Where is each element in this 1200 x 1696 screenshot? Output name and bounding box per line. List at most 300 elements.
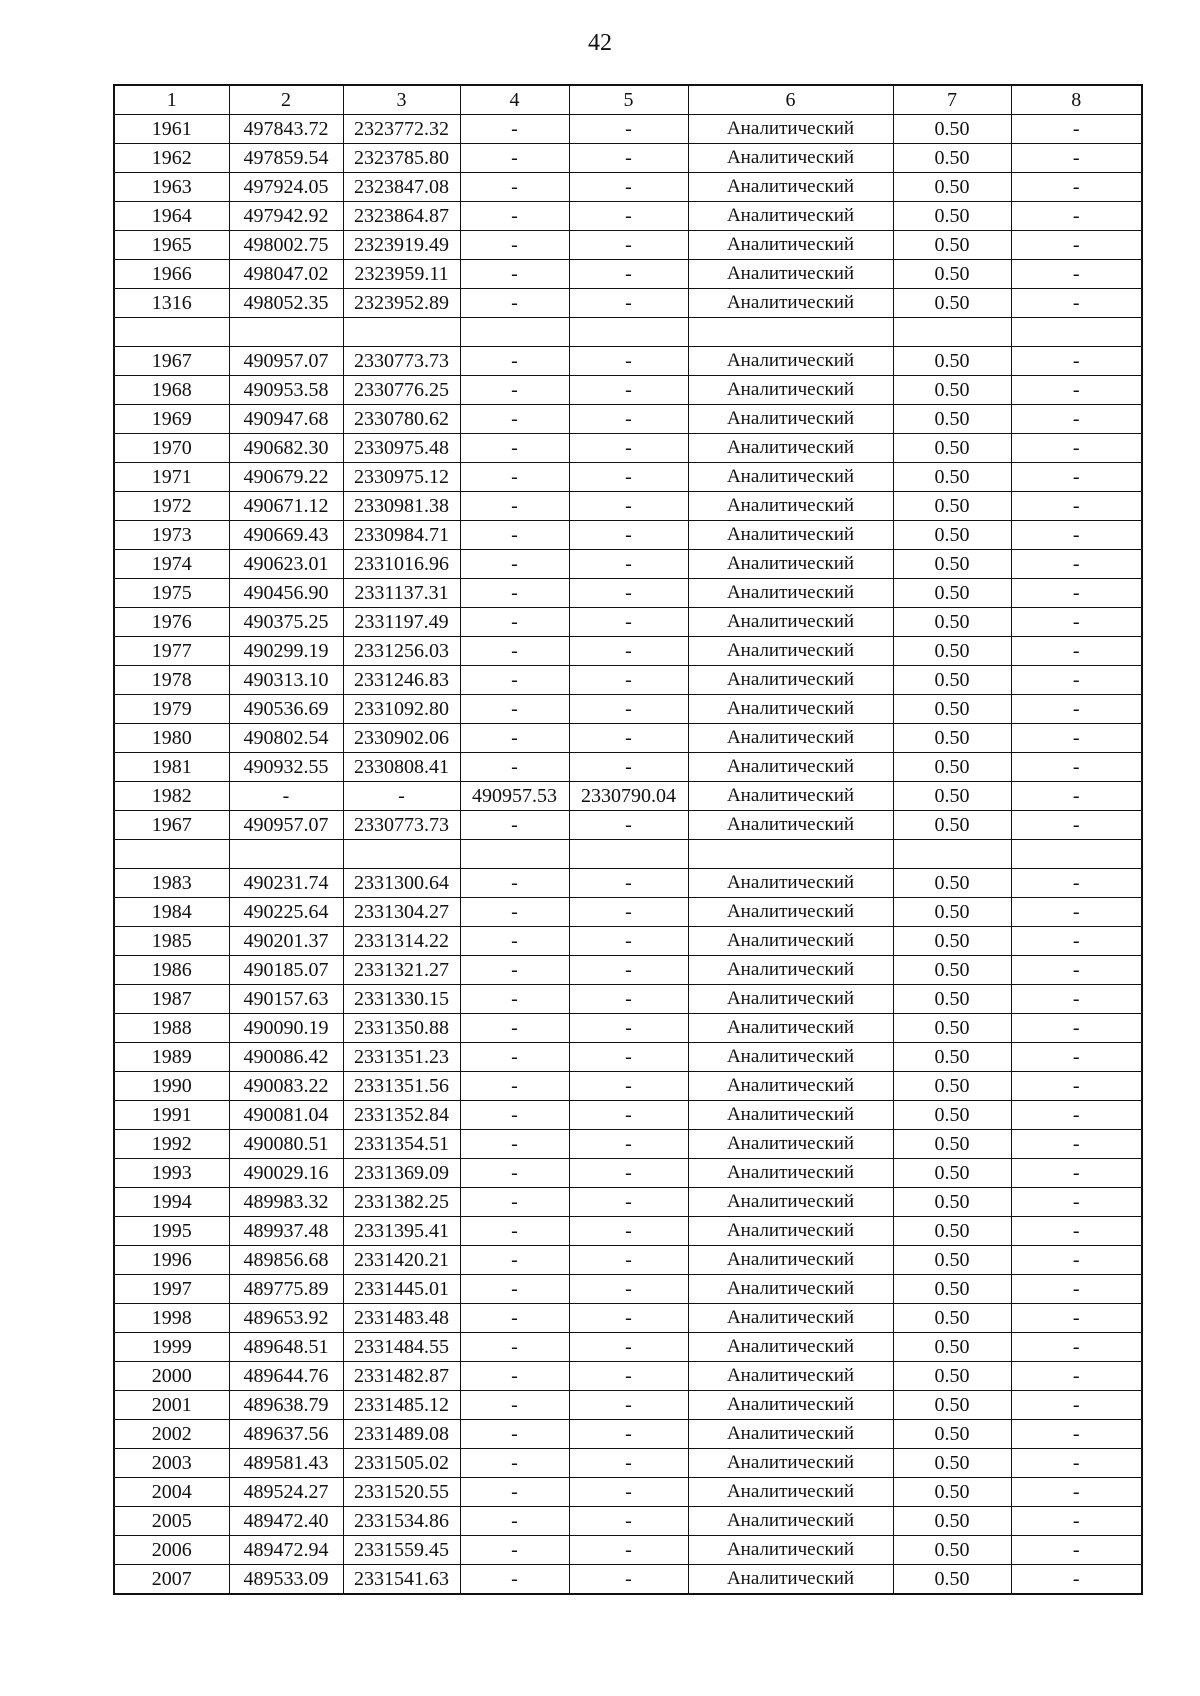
table-row [114, 579, 1142, 608]
table-cell-col-3: 2331445.01 [343, 1275, 460, 1304]
table-cell-col-6: Аналитический [688, 1333, 893, 1362]
table-row [114, 666, 1142, 695]
table-cell-col-7: 0.50 [893, 985, 1011, 1014]
table-cell-col-4: - [460, 985, 569, 1014]
table-cell-col-5: - [569, 1188, 688, 1217]
table-cell-col-7: 0.50 [893, 347, 1011, 376]
table-row [114, 1275, 1142, 1304]
table-row [114, 1217, 1142, 1246]
table-header [114, 85, 1142, 115]
table-cell-col-5: - [569, 173, 688, 202]
table-cell-col-2: 490299.19 [229, 637, 343, 666]
header-cell-6: 6 [688, 85, 893, 115]
table-cell-col-2: 490375.25 [229, 608, 343, 637]
table-cell-col-2: 490157.63 [229, 985, 343, 1014]
table-cell-col-2: 490090.19 [229, 1014, 343, 1043]
table-cell-col-2: 490201.37 [229, 927, 343, 956]
table-cell-col-4: - [460, 1391, 569, 1420]
table-cell-col-1: 2003 [114, 1449, 229, 1478]
table-cell-col-5: - [569, 434, 688, 463]
table-cell-col-2: 490957.07 [229, 811, 343, 840]
table-cell-col-5: - [569, 1130, 688, 1159]
table-cell-col-8: - [1011, 1565, 1142, 1595]
table-cell-col-5: - [569, 521, 688, 550]
header-cell-8: 8 [1011, 85, 1142, 115]
table-cell-col-2: 490029.16 [229, 1159, 343, 1188]
table-cell-col-7: 0.50 [893, 1478, 1011, 1507]
table-cell-col-2: 490185.07 [229, 956, 343, 985]
table-cell-col-6: Аналитический [688, 782, 893, 811]
table-cell-col-7: 0.50 [893, 1275, 1011, 1304]
table-cell-col-8: - [1011, 202, 1142, 231]
table-cell-col-3: 2331534.86 [343, 1507, 460, 1536]
table-cell-col-3: 2331484.55 [343, 1333, 460, 1362]
table-cell-col-3: 2330975.12 [343, 463, 460, 492]
table-cell-col-3: 2331541.63 [343, 1565, 460, 1595]
table-cell-col-7: 0.50 [893, 1449, 1011, 1478]
table-cell-col-1: 1967 [114, 811, 229, 840]
table-cell-col-8: - [1011, 1304, 1142, 1333]
table-cell-col-6: Аналитический [688, 753, 893, 782]
table-cell-col-3: 2331330.15 [343, 985, 460, 1014]
table-cell-col-4: - [460, 1072, 569, 1101]
table-cell-col-7: 0.50 [893, 1188, 1011, 1217]
table-cell-col-7: 0.50 [893, 1130, 1011, 1159]
table-cell-col-7: 0.50 [893, 724, 1011, 753]
table-cell-col-5: - [569, 1536, 688, 1565]
table-row [114, 1159, 1142, 1188]
table-cell-col-4: - [460, 434, 569, 463]
table-cell-col-4: - [460, 1043, 569, 1072]
table-cell-col-2: 490083.22 [229, 1072, 343, 1101]
table-cell-col-7: 0.50 [893, 115, 1011, 144]
table-row [114, 956, 1142, 985]
table-cell-col-5: - [569, 115, 688, 144]
table-cell-col-8: - [1011, 1449, 1142, 1478]
table-cell-col-8: - [1011, 1478, 1142, 1507]
table-row [114, 521, 1142, 550]
table-cell-col-1: 1973 [114, 521, 229, 550]
table-cell-col-6: Аналитический [688, 231, 893, 260]
table-cell-col-6: Аналитический [688, 1072, 893, 1101]
table-cell-col-6: Аналитический [688, 405, 893, 434]
table-cell-col-7: 0.50 [893, 521, 1011, 550]
table-cell-col-4: - [460, 376, 569, 405]
table-cell-col-1: 1967 [114, 347, 229, 376]
table-cell-col-1: 1982 [114, 782, 229, 811]
table-cell-col-6: Аналитический [688, 1130, 893, 1159]
table-row [114, 811, 1142, 840]
table-row [114, 1536, 1142, 1565]
header-cell-2: 2 [229, 85, 343, 115]
table-cell-col-5: - [569, 695, 688, 724]
table-cell-col-8: - [1011, 521, 1142, 550]
table-cell-col-8: - [1011, 1188, 1142, 1217]
table-cell-col-6: Аналитический [688, 1362, 893, 1391]
table-cell-col-6: Аналитический [688, 927, 893, 956]
table-cell-col-4: - [460, 1449, 569, 1478]
table-row [114, 405, 1142, 434]
table-cell-col-3: 2323847.08 [343, 173, 460, 202]
table-cell-col-3: 2331354.51 [343, 1130, 460, 1159]
table-cell-col-5: - [569, 956, 688, 985]
table-cell-col-7: 0.50 [893, 927, 1011, 956]
table-cell-col-6: Аналитический [688, 724, 893, 753]
table-cell-col-3: 2331489.08 [343, 1420, 460, 1449]
header-row [114, 85, 1142, 115]
table-cell-col-4: - [460, 173, 569, 202]
table-cell-col-1: 1968 [114, 376, 229, 405]
table-cell-col-8: - [1011, 956, 1142, 985]
table-cell-col-5: - [569, 202, 688, 231]
table-cell-col-1: 2001 [114, 1391, 229, 1420]
table-cell-col-5: - [569, 1391, 688, 1420]
table-cell-col-6: Аналитический [688, 1188, 893, 1217]
table-cell-col-8: - [1011, 405, 1142, 434]
table-cell-col-4: - [460, 637, 569, 666]
table-cell-col-5: - [569, 289, 688, 318]
table-cell-col-7: 0.50 [893, 492, 1011, 521]
table-cell-col-2: 489856.68 [229, 1246, 343, 1275]
table-cell-col-6: Аналитический [688, 550, 893, 579]
table-cell-col-8: - [1011, 666, 1142, 695]
coordinates-table [113, 84, 1143, 1595]
table-cell-col-1: 2005 [114, 1507, 229, 1536]
table-cell-col-6: Аналитический [688, 463, 893, 492]
table-cell-col-8: - [1011, 695, 1142, 724]
table-cell-col-7: 0.50 [893, 1217, 1011, 1246]
table-cell-col-3: 2323785.80 [343, 144, 460, 173]
table-row [114, 202, 1142, 231]
table-cell-col-5: - [569, 1246, 688, 1275]
table-cell-col-6: Аналитический [688, 666, 893, 695]
table-cell-col-2: 498047.02 [229, 260, 343, 289]
table-cell-col-7: 0.50 [893, 405, 1011, 434]
table-row [114, 1130, 1142, 1159]
table-cell-col-1: 1965 [114, 231, 229, 260]
table-row [114, 115, 1142, 144]
table-cell-col-8: - [1011, 1014, 1142, 1043]
table-cell-col-6: Аналитический [688, 811, 893, 840]
table-cell-col-5: - [569, 985, 688, 1014]
table-cell-col-6: Аналитический [688, 1478, 893, 1507]
table-cell-col-3: 2331016.96 [343, 550, 460, 579]
header-cell-7: 7 [893, 85, 1011, 115]
table-cell-col-8: - [1011, 1420, 1142, 1449]
table-cell-col-8: - [1011, 550, 1142, 579]
table-cell-col-2: 498052.35 [229, 289, 343, 318]
table-cell-col-8: - [1011, 782, 1142, 811]
table-cell-col-4: - [460, 695, 569, 724]
table-cell-col-6: Аналитический [688, 637, 893, 666]
table-cell-col-7: 0.50 [893, 1536, 1011, 1565]
table-cell-col-6: Аналитический [688, 173, 893, 202]
table-cell-col-6: Аналитический [688, 1536, 893, 1565]
table-cell-col-8: - [1011, 1536, 1142, 1565]
table-cell-col-1: 1970 [114, 434, 229, 463]
table-cell-col-4: - [460, 1101, 569, 1130]
table-cell-col-3: 2323772.32 [343, 115, 460, 144]
table-cell-col-4: - [460, 579, 569, 608]
table-row [114, 1246, 1142, 1275]
table-cell-col-2: 490231.74 [229, 869, 343, 898]
table-cell-col-3: 2323864.87 [343, 202, 460, 231]
header-cell-1: 1 [114, 85, 229, 115]
table-cell-col-3: 2330776.25 [343, 376, 460, 405]
table-cell-col-3: 2330773.73 [343, 811, 460, 840]
table-cell-col-7: 0.50 [893, 1101, 1011, 1130]
table-cell-col-3: 2331304.27 [343, 898, 460, 927]
table-cell-col-5 [569, 840, 688, 869]
table-cell-col-8: - [1011, 579, 1142, 608]
table-cell-col-7: 0.50 [893, 695, 1011, 724]
table-cell-col-3: 2323919.49 [343, 231, 460, 260]
table-cell-col-8: - [1011, 1159, 1142, 1188]
table-cell-col-5: - [569, 347, 688, 376]
table-cell-col-2: 490679.22 [229, 463, 343, 492]
table-row [114, 1565, 1142, 1595]
table-row [114, 1014, 1142, 1043]
table-cell-col-5: - [569, 144, 688, 173]
table-cell-col-1: 1974 [114, 550, 229, 579]
table-cell-col-7: 0.50 [893, 811, 1011, 840]
table-row [114, 1507, 1142, 1536]
table-cell-col-4: - [460, 289, 569, 318]
table-cell-col-5: - [569, 811, 688, 840]
table-body [114, 115, 1142, 1595]
table-cell-col-5: - [569, 579, 688, 608]
table-cell-col-4: - [460, 521, 569, 550]
table-cell-col-6: Аналитический [688, 376, 893, 405]
table-cell-col-7: 0.50 [893, 1565, 1011, 1595]
table-cell-col-4: - [460, 1420, 569, 1449]
table-cell-col-8: - [1011, 115, 1142, 144]
table-cell-col-8: - [1011, 608, 1142, 637]
table-cell-col-2: 490682.30 [229, 434, 343, 463]
table-cell-col-5: - [569, 869, 688, 898]
table-cell-col-8: - [1011, 1362, 1142, 1391]
table-cell-col-1: 1975 [114, 579, 229, 608]
table-cell-col-3: 2330984.71 [343, 521, 460, 550]
table-cell-col-4: - [460, 956, 569, 985]
table-cell-col-6: Аналитический [688, 434, 893, 463]
table-cell-col-5: - [569, 405, 688, 434]
table-cell-col-2: 489775.89 [229, 1275, 343, 1304]
table-cell-col-5: - [569, 1420, 688, 1449]
table-row [114, 782, 1142, 811]
table-cell-col-2: 490456.90 [229, 579, 343, 608]
table-row [114, 260, 1142, 289]
table-cell-col-1: 1971 [114, 463, 229, 492]
table-row [114, 434, 1142, 463]
table-cell-col-1: 1995 [114, 1217, 229, 1246]
table-cell-col-1: 1988 [114, 1014, 229, 1043]
table-cell-col-8: - [1011, 869, 1142, 898]
table-cell-col-7: 0.50 [893, 260, 1011, 289]
table-cell-col-2 [229, 840, 343, 869]
table-cell-col-2: 490669.43 [229, 521, 343, 550]
table-cell-col-1: 1998 [114, 1304, 229, 1333]
table-cell-col-6: Аналитический [688, 115, 893, 144]
table-row [114, 1391, 1142, 1420]
table-cell-col-4: - [460, 550, 569, 579]
table-cell-col-7: 0.50 [893, 1043, 1011, 1072]
table-cell-col-2: 490225.64 [229, 898, 343, 927]
table-cell-col-1: 1987 [114, 985, 229, 1014]
table-row [114, 144, 1142, 173]
table-cell-col-2: 490953.58 [229, 376, 343, 405]
table-cell-col-3: 2323959.11 [343, 260, 460, 289]
table-cell-col-3: 2331137.31 [343, 579, 460, 608]
table-cell-col-2: 489472.40 [229, 1507, 343, 1536]
table-cell-col-3: 2331092.80 [343, 695, 460, 724]
table-cell-col-3: 2331350.88 [343, 1014, 460, 1043]
table-cell-col-1: 1996 [114, 1246, 229, 1275]
table-cell-col-1: 1997 [114, 1275, 229, 1304]
table-cell-col-4: - [460, 202, 569, 231]
table-cell-col-3: 2331256.03 [343, 637, 460, 666]
table-cell-col-6: Аналитический [688, 521, 893, 550]
table-cell-col-7: 0.50 [893, 1014, 1011, 1043]
page-number: 42 [588, 30, 612, 56]
table-row [114, 1333, 1142, 1362]
table-cell-col-7: 0.50 [893, 144, 1011, 173]
table-cell-col-5: - [569, 1507, 688, 1536]
table-cell-col-3: 2331485.12 [343, 1391, 460, 1420]
table-cell-col-2: 489638.79 [229, 1391, 343, 1420]
table-cell-col-6 [688, 840, 893, 869]
table-cell-col-4: - [460, 492, 569, 521]
table-cell-col-2: 490080.51 [229, 1130, 343, 1159]
table-cell-col-5: 2330790.04 [569, 782, 688, 811]
table-cell-col-6: Аналитический [688, 1246, 893, 1275]
table-cell-col-5: - [569, 666, 688, 695]
table-cell-col-2: 490081.04 [229, 1101, 343, 1130]
table-cell-col-6: Аналитический [688, 202, 893, 231]
table-cell-col-3: 2331351.56 [343, 1072, 460, 1101]
table-cell-col-7: 0.50 [893, 869, 1011, 898]
table-row [114, 1188, 1142, 1217]
table-cell-col-4: - [460, 811, 569, 840]
table-cell-col-8: - [1011, 985, 1142, 1014]
table-cell-col-2: 490536.69 [229, 695, 343, 724]
table-cell-col-6: Аналитический [688, 1101, 893, 1130]
table-cell-col-7: 0.50 [893, 637, 1011, 666]
table-cell-col-5: - [569, 1072, 688, 1101]
table-cell-col-2: 489653.92 [229, 1304, 343, 1333]
table-cell-col-2: 490802.54 [229, 724, 343, 753]
table-cell-col-5: - [569, 1275, 688, 1304]
table-cell-col-4: - [460, 260, 569, 289]
table-cell-col-3: 2331559.45 [343, 1536, 460, 1565]
table-cell-col-5: - [569, 927, 688, 956]
table-cell-col-4: - [460, 869, 569, 898]
table-cell-col-1: 1977 [114, 637, 229, 666]
table-cell-col-2: 489648.51 [229, 1333, 343, 1362]
table-cell-col-1: 1966 [114, 260, 229, 289]
table-cell-col-6: Аналитический [688, 579, 893, 608]
table-cell-col-6: Аналитический [688, 1159, 893, 1188]
table-cell-col-1: 1963 [114, 173, 229, 202]
table-row [114, 695, 1142, 724]
table-cell-col-8: - [1011, 144, 1142, 173]
table-cell-col-7: 0.50 [893, 1333, 1011, 1362]
table-cell-col-8 [1011, 318, 1142, 347]
table-cell-col-4: - [460, 898, 569, 927]
table-cell-col-2: 489533.09 [229, 1565, 343, 1595]
table-cell-col-2: 489524.27 [229, 1478, 343, 1507]
header-cell-3: 3 [343, 85, 460, 115]
table-cell-col-1: 1964 [114, 202, 229, 231]
table-cell-col-3: 2323952.89 [343, 289, 460, 318]
table-cell-col-1: 1985 [114, 927, 229, 956]
table-cell-col-7: 0.50 [893, 1391, 1011, 1420]
table-cell-col-3: 2331314.22 [343, 927, 460, 956]
table-cell-col-3: 2330808.41 [343, 753, 460, 782]
table-cell-col-1: 1962 [114, 144, 229, 173]
table-cell-col-5: - [569, 1304, 688, 1333]
table-cell-col-4: - [460, 927, 569, 956]
table-cell-col-8: - [1011, 173, 1142, 202]
table-cell-col-1: 2006 [114, 1536, 229, 1565]
table-cell-col-3: 2331483.48 [343, 1304, 460, 1333]
table-row [114, 724, 1142, 753]
table-cell-col-8: - [1011, 1101, 1142, 1130]
table-row [114, 492, 1142, 521]
table-cell-col-4: - [460, 1565, 569, 1595]
table-cell-col-2: 497843.72 [229, 115, 343, 144]
table-cell-col-8: - [1011, 637, 1142, 666]
table-cell-col-6: Аналитический [688, 1014, 893, 1043]
table-cell-col-7: 0.50 [893, 1304, 1011, 1333]
table-cell-col-4: - [460, 1536, 569, 1565]
table-cell-col-1: 1980 [114, 724, 229, 753]
table-cell-col-4: - [460, 1246, 569, 1275]
table-cell-col-3 [343, 318, 460, 347]
table-cell-col-5: - [569, 463, 688, 492]
table-cell-col-7: 0.50 [893, 1072, 1011, 1101]
table-cell-col-2: 490947.68 [229, 405, 343, 434]
table-row [114, 753, 1142, 782]
header-cell-5: 5 [569, 85, 688, 115]
table-row [114, 550, 1142, 579]
table-cell-col-7: 0.50 [893, 434, 1011, 463]
table-cell-col-3: 2331321.27 [343, 956, 460, 985]
table-cell-col-8: - [1011, 1391, 1142, 1420]
table-cell-col-5: - [569, 550, 688, 579]
table-row [114, 231, 1142, 260]
table-row [114, 1304, 1142, 1333]
table-cell-col-8: - [1011, 1333, 1142, 1362]
table-cell-col-5: - [569, 1333, 688, 1362]
table-cell-col-4: - [460, 1507, 569, 1536]
table-cell-col-4: - [460, 115, 569, 144]
table-cell-col-2: 490671.12 [229, 492, 343, 521]
table-row [114, 637, 1142, 666]
table-cell-col-4: - [460, 1478, 569, 1507]
table-cell-col-2: 497859.54 [229, 144, 343, 173]
table-cell-col-5: - [569, 1159, 688, 1188]
table-cell-col-5: - [569, 1565, 688, 1595]
header-cell-4: 4 [460, 85, 569, 115]
table-cell-col-3: - [343, 782, 460, 811]
table-row [114, 1101, 1142, 1130]
table-row [114, 1478, 1142, 1507]
table-cell-col-7: 0.50 [893, 202, 1011, 231]
table-cell-col-4: - [460, 1188, 569, 1217]
table-cell-col-5: - [569, 1449, 688, 1478]
table-row [114, 173, 1142, 202]
